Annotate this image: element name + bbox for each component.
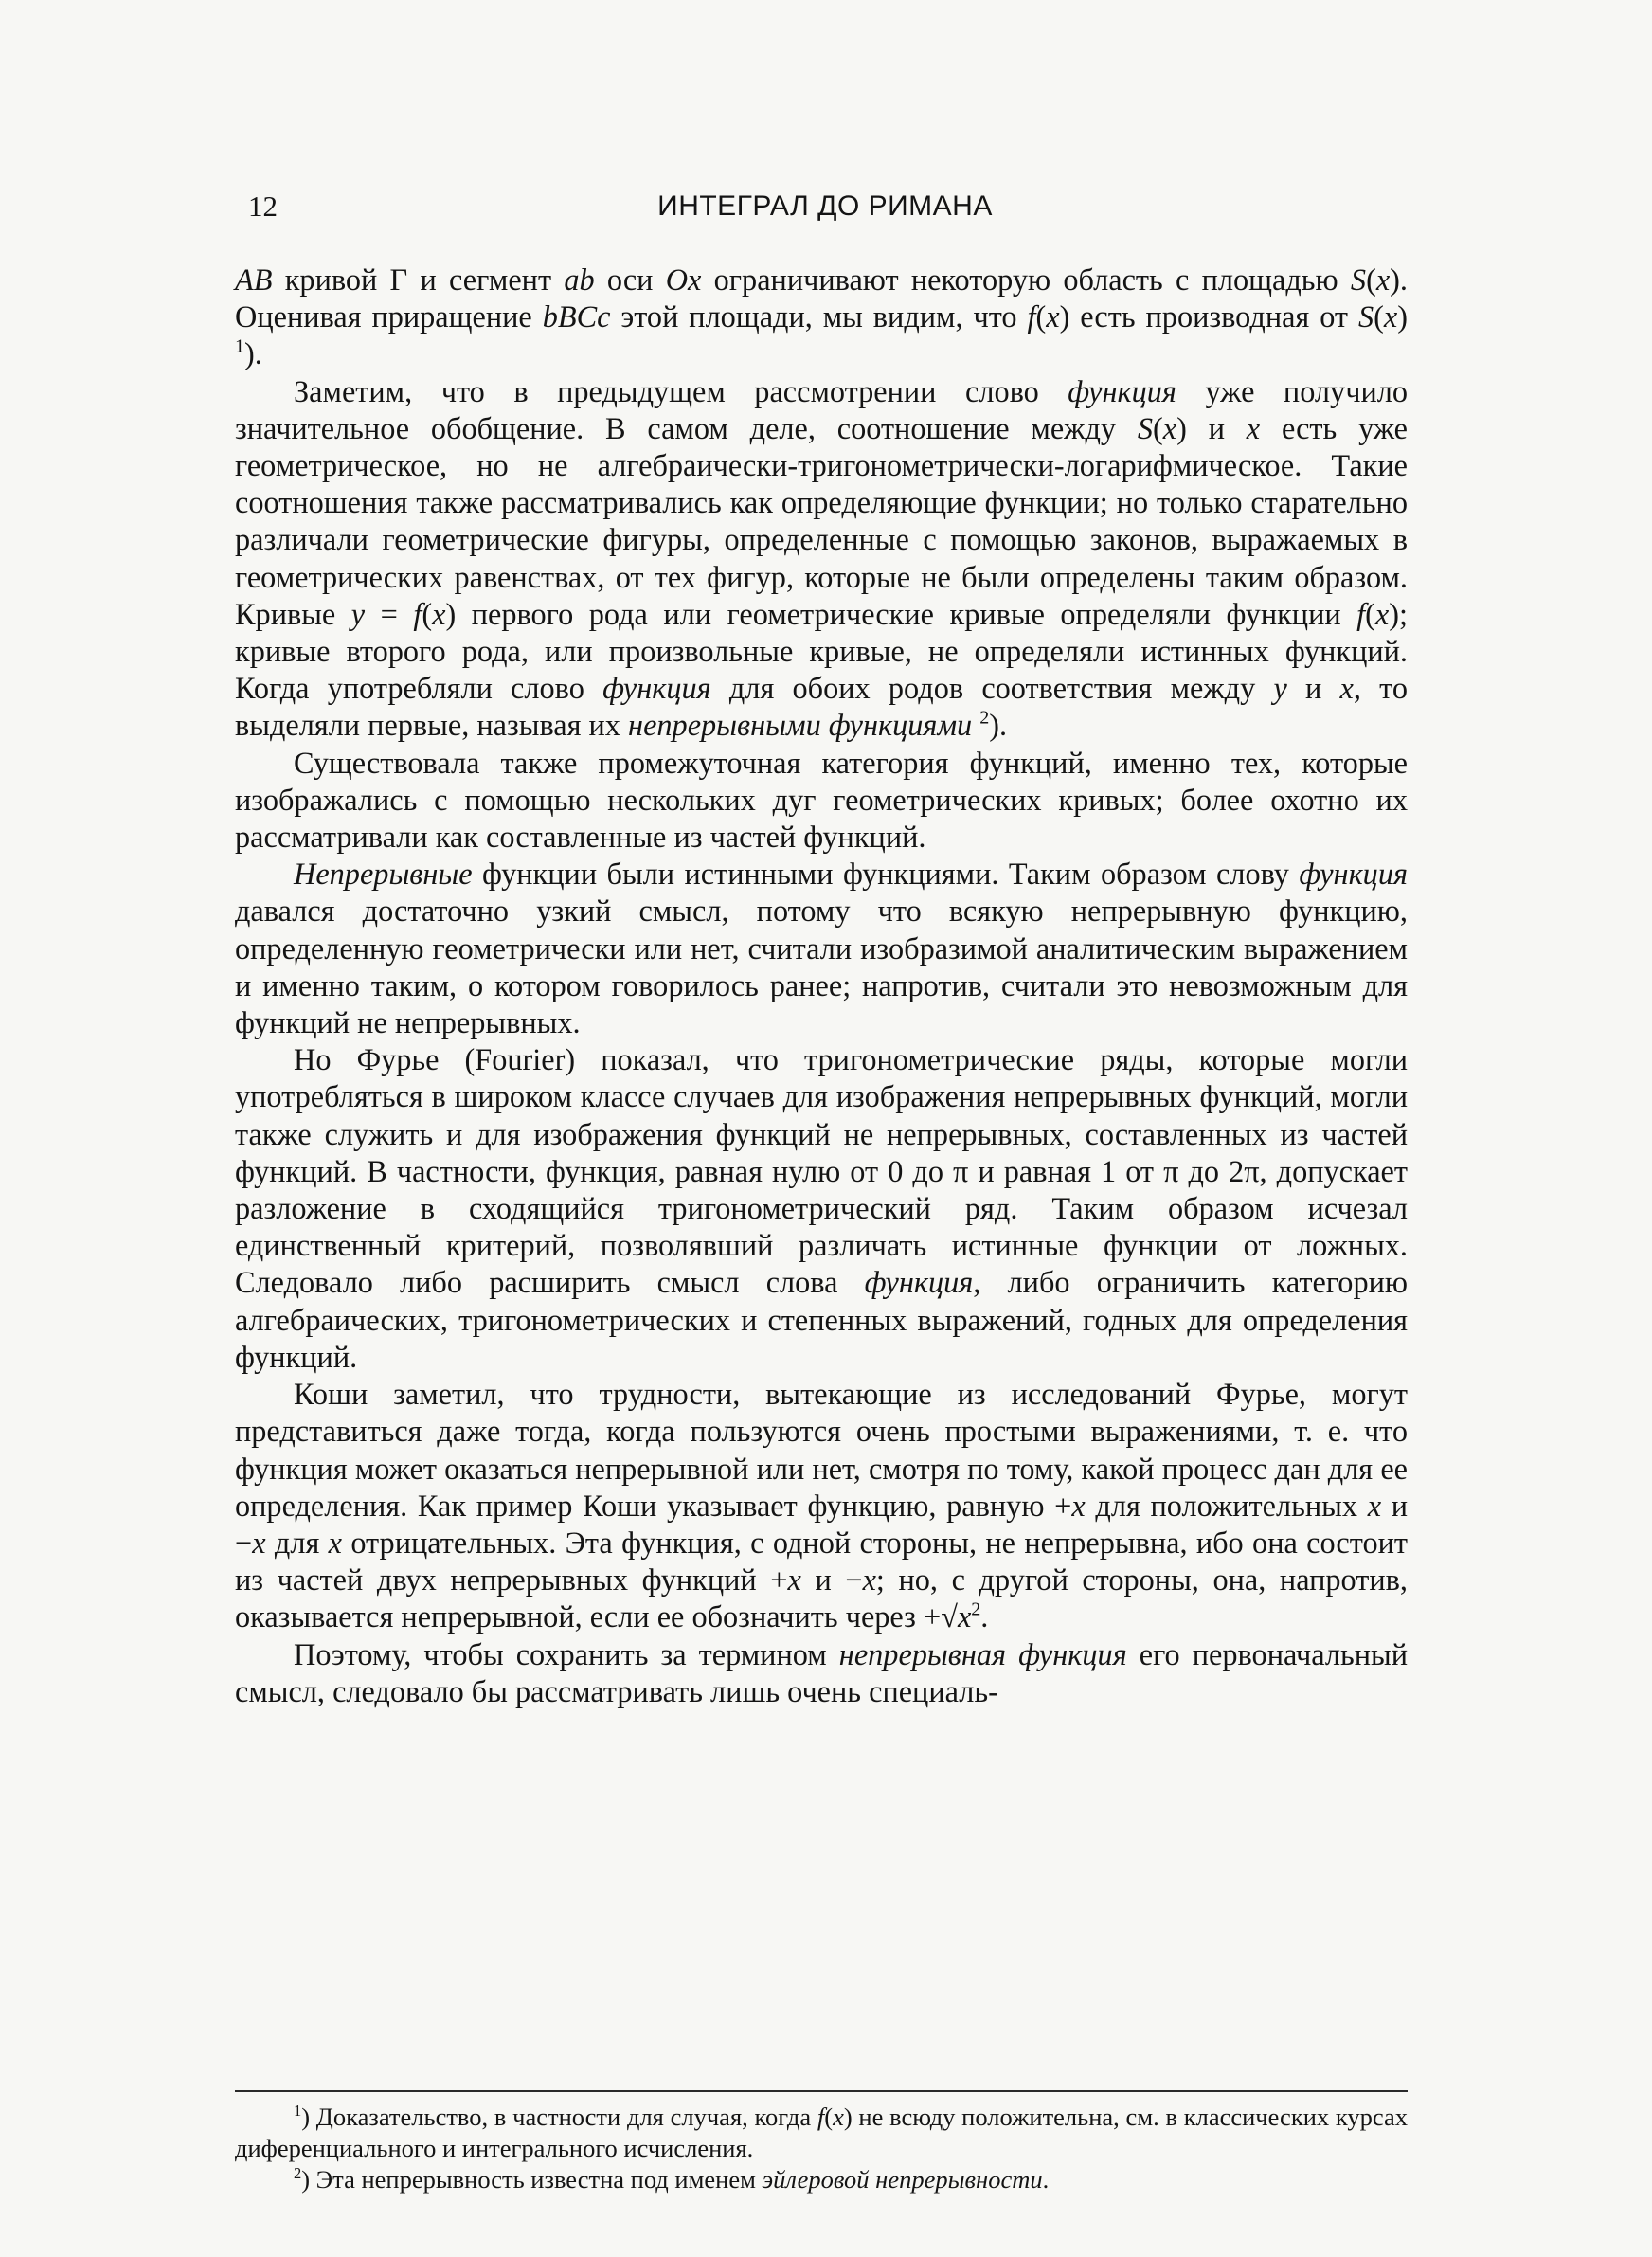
page-header xyxy=(248,188,1402,226)
math-symbol: y xyxy=(1273,671,1287,706)
text-run: ) первого рода или геометрические кривые определяли функции xyxy=(445,596,1357,631)
text-run: ) есть производная от xyxy=(1059,299,1358,334)
page-number: 12 xyxy=(248,190,278,223)
text-run: Поэтому, чтобы сохранить за термином xyxy=(294,1636,839,1671)
text-run: Заметим, что в предыдущем рассмотрении слово xyxy=(294,373,1068,408)
text-run: оси xyxy=(594,262,666,297)
math-symbol: x xyxy=(833,2103,844,2131)
math-symbol: S xyxy=(1357,299,1374,334)
text-run: Коши заметил, что трудности, вытекающие из исследований Фурье, могут представиться даже тогда, когда пользуются очень простыми выражениями, т. е. что функция может оказаться непрерывной или нет, смотря по тому, какой процесс дан для ее определения. Как пример Коши указывает функцию, равную + xyxy=(235,1377,1408,1523)
text-run: этой площади, мы видим, что xyxy=(610,299,1028,334)
text-run: . xyxy=(980,1599,989,1634)
paragraph xyxy=(235,262,1408,373)
text-run: кривой Г и сегмент xyxy=(272,262,565,297)
footnote-mark: 2 xyxy=(971,1598,981,1620)
math-symbol: x xyxy=(1383,299,1398,334)
math-symbol: AB xyxy=(235,262,273,297)
math-symbol: x xyxy=(1374,596,1390,631)
text-run: для обоих родов соответствия между xyxy=(710,671,1274,706)
text-run: . xyxy=(1042,2165,1050,2194)
math-symbol: f xyxy=(1027,299,1036,334)
math-symbol: x xyxy=(252,1525,266,1560)
emphasis: функция xyxy=(1068,373,1176,408)
paragraph xyxy=(235,1376,1408,1635)
emphasis: функция xyxy=(602,671,711,706)
text-run: ) xyxy=(1397,299,1409,334)
text-run: = xyxy=(365,596,414,631)
text-run: для xyxy=(265,1525,329,1560)
math-symbol: x xyxy=(1367,1488,1382,1523)
text-run: ); кривые второго рода, или произвольные кривые, не определяли истинных функций. Когда употребляли слово xyxy=(235,596,1408,706)
math-symbol: x xyxy=(1071,1488,1086,1523)
paragraph xyxy=(235,1041,1408,1376)
math-symbol: x xyxy=(957,1599,972,1634)
text-run: давался достаточно узкий смысл, потому что всякую непрерывную функцию, определенную геометрически или нет, считали изобразимой аналитическим выражением и именно таким, о котором говорилось ранее; напротив, считали это невозможным для функций не непрерывных. xyxy=(235,894,1408,1040)
math-symbol: Ox xyxy=(665,262,702,297)
text-run: функции были истинными функциями. Таким образом слову xyxy=(472,857,1300,892)
emphasis: функция xyxy=(1299,857,1408,892)
math-symbol: f xyxy=(1356,596,1366,631)
footnotes xyxy=(235,2102,1408,2195)
math-symbol: x xyxy=(862,1562,876,1598)
footnote-divider xyxy=(235,2090,1408,2092)
text-run: ; но, с другой стороны, она, напротив, оказывается непрерывной, если ее обозначить через +√ xyxy=(235,1562,1408,1634)
footnote-mark: 2 xyxy=(979,708,990,730)
text-run: Но Фурье (Fourier) показал, что тригонометрические ряды, которые могли употребляться в широком классе случаев для изображения непрерывных функций, могли также служить и для изображения функций не непрерывных, составленных из частей функций. В частности, функция, равная нулю от 0 до π и равная 1 от π до 2π, допускает разложение в сходящийся тригонометрический ряд. Таким образом исчезал единственный критерий, позволявший различать истинные функции от ложных. Следовало либо расширить смысл слова xyxy=(235,1042,1408,1300)
text-run: ) Доказательство, в частности для случая, когда xyxy=(301,2103,817,2131)
math-symbol: x xyxy=(1375,262,1391,297)
math-symbol: x xyxy=(1246,410,1261,445)
math-symbol: x xyxy=(1046,299,1060,334)
footnote-mark: 1 xyxy=(294,2101,302,2120)
text-run: ) не всюду положительна, см. в классических курсах диференциального и интегрального исчисления. xyxy=(235,2103,1408,2162)
text-run: ). xyxy=(244,336,262,371)
emphasis: непрерывная функция xyxy=(838,1636,1127,1671)
math-symbol: f xyxy=(413,596,422,631)
footnote-mark: 1 xyxy=(235,336,245,357)
emphasis: эйлеровой непрерывности xyxy=(762,2165,1043,2194)
text-run: , то выделяли первые, называя их xyxy=(235,671,1408,743)
text-run: , либо ограничить категорию алгебраических, тригонометрических и степенных выражений, годных для определения функций. xyxy=(235,1265,1408,1374)
math-symbol: S xyxy=(1350,262,1367,297)
emphasis: Непрерывные xyxy=(294,857,473,892)
body-text xyxy=(235,262,1408,1710)
footnote xyxy=(235,2164,1408,2195)
text-run: его первоначальный смысл, следовало бы рассматривать лишь очень специаль- xyxy=(235,1636,1408,1708)
text-run: уже получило значительное обобщение. В самом деле, соотношение между xyxy=(235,373,1408,445)
text-run: есть уже геометрическое, но не алгебраически-тригонометрически-логарифмическое. Такие соотношения также рассматривались как определяющие функции; но только старательно различали геометрические фигуры, определенные с помощью законов, выражаемых в геометрических равенствах, от тех фигур, которые не были определены таким образом. Кривые xyxy=(235,410,1409,631)
math-symbol: x xyxy=(432,596,446,631)
paragraph xyxy=(235,745,1408,857)
text-run: ( xyxy=(1366,262,1376,297)
footnote-mark: 2 xyxy=(294,2163,302,2182)
text-run: ). Оценивая приращение xyxy=(235,262,1409,334)
text-run: ) и xyxy=(1176,410,1247,445)
math-symbol: x xyxy=(328,1525,342,1560)
paragraph xyxy=(235,1636,1408,1710)
footnote xyxy=(235,2102,1408,2164)
text-run: и − xyxy=(800,1562,863,1598)
emphasis: функция xyxy=(864,1265,974,1300)
emphasis: непрерывными функциями xyxy=(628,708,973,743)
text-run: ( xyxy=(1374,299,1384,334)
math-symbol: S xyxy=(1137,410,1154,445)
math-symbol: x xyxy=(787,1562,801,1598)
text-run: ограничивают некоторую область с площадью xyxy=(701,262,1351,297)
text-run: отрицательных. Эта функция, с одной стороны, не непрерывна, ибо она состоит из частей двух непрерывных функций + xyxy=(235,1525,1408,1598)
text-run: ). xyxy=(989,708,1008,743)
paragraph xyxy=(235,856,1408,1041)
math-symbol: x xyxy=(1162,410,1177,445)
text-run: ( xyxy=(1365,596,1375,631)
running-title: ИНТЕГРАЛ ДО РИМАНА xyxy=(657,190,993,222)
text-run: и xyxy=(1286,671,1340,706)
paragraph xyxy=(235,373,1408,745)
text-run: ( xyxy=(1035,299,1047,334)
math-symbol: f xyxy=(817,2103,825,2131)
text-run: ) Эта непрерывность известна под именем xyxy=(301,2165,763,2194)
math-symbol: x xyxy=(1339,671,1354,706)
text-run: ( xyxy=(824,2103,834,2131)
math-symbol: y xyxy=(350,596,366,631)
math-symbol: ab xyxy=(564,262,595,297)
text-run: Существовала также промежуточная категория функций, именно тех, которые изображались с помощью нескольких дуг геометрических кривых; более охотно их рассматривали как составленные из частей функций. xyxy=(235,745,1408,855)
text-run: для положительных xyxy=(1085,1488,1368,1523)
text-run: и − xyxy=(235,1488,1409,1560)
text-run: ( xyxy=(422,596,433,631)
math-symbol: bBCc xyxy=(542,299,611,334)
text-run: ( xyxy=(1153,410,1163,445)
